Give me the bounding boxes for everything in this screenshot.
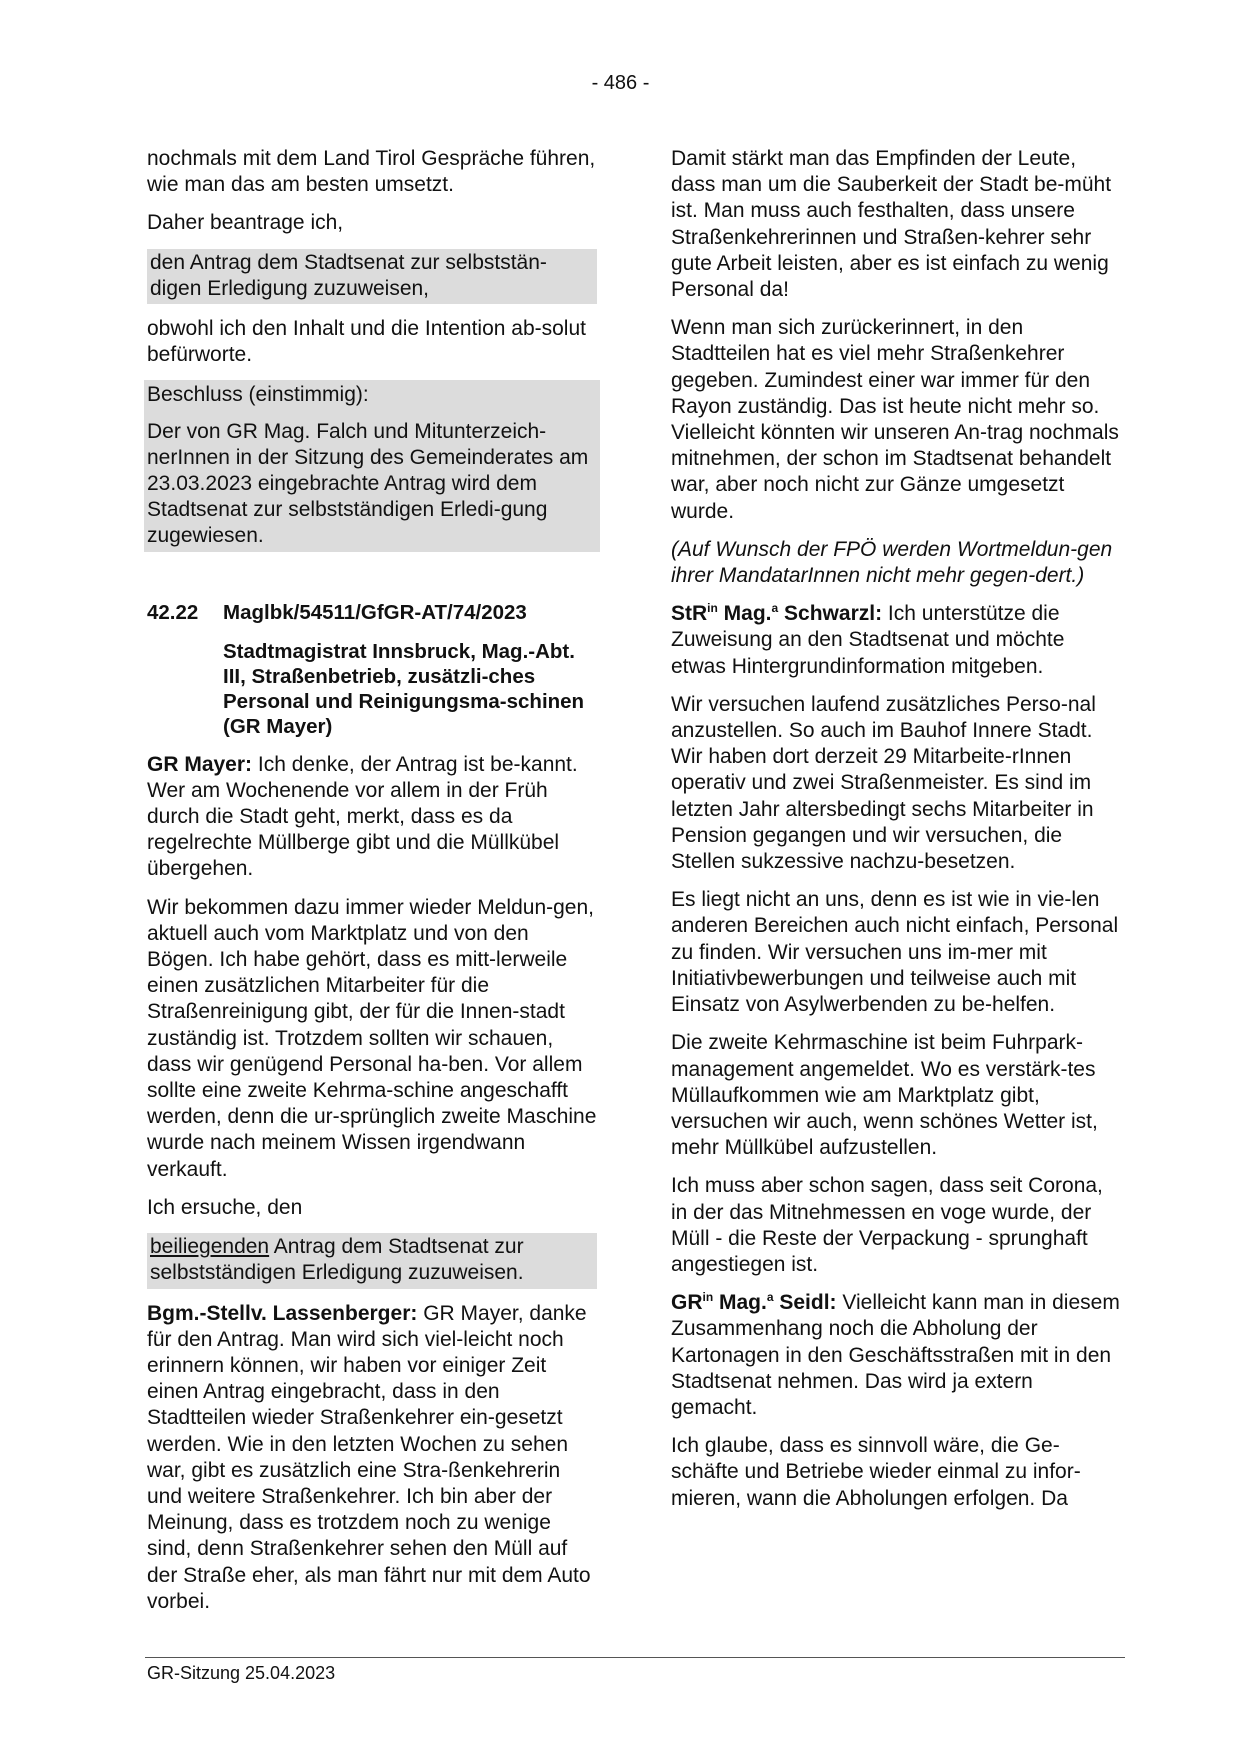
agenda-subject: Stadtmagistrat Innsbruck, Mag.-Abt. III, Straßenbetrieb, zusätzli-ches Personal und Reinigungsma-schinen (GR Mayer) [223, 639, 585, 738]
paragraph: Ich muss aber schon sagen, dass seit Corona, in der das Mitnehmessen en voge wurde, der Müll - die Reste der Verpackung - sprunghaft angestiegen ist. [671, 1174, 1103, 1276]
speaker-name: $GR^{in}$ Mag.$^a$ Seidl: [671, 1290, 837, 1315]
motion-highlight: beiliegenden Antrag dem Stadtsenat zur selbstständigen Erledigung zuzuweisen. [147, 1233, 597, 1288]
paragraph: Wir bekommen dazu immer wieder Meldun-gen, aktuell auch vom Marktplatz und von den Bögen. Ich habe gehört, dass es mitt-lerweile einen zusätzlichen Mitarbeiter für die Straßenreinigung gibt, der für die Innen-stadt zuständig ist. Trotzdem sollten wir schauen, dass wir genügend Personal ha-ben. Vor allem sollte eine zweite Kehrma-schine angeschafft werden, denn die ur-sprünglich zweite Maschine wurde nach meinem Wissen irgendwann verkauft. [147, 895, 597, 1181]
paragraph: nochmals mit dem Land Tirol Gespräche führen, wie man das am besten umsetzt. [147, 147, 596, 197]
paragraph: Ich glaube, dass es sinnvoll wäre, die Ge-schäfte und Betriebe wieder einmal zu infor-mieren, wann die Abholungen erfolgen. Da [671, 1434, 1081, 1510]
speech-mayer: GR Mayer: Ich denke, der Antrag ist be-kannt. Wer am Wochenende vor allem in der Früh durch die Stadt geht, merkt, dass es da regelrechte Müllberge gibt und die Müllkübel übergehen. [147, 752, 578, 881]
paragraph: Es liegt nicht an uns, denn es ist wie in vie-len anderen Bereichen auch nicht einfach, Personal zu finden. Wir versuchen uns im-mer mit Initiativbewerbungen und teilweise auch mit Einsatz von Asylwerbenden zu be-helfen. [671, 888, 1119, 1017]
resolution-title: Beschluss (einstimmig): [147, 383, 369, 407]
left-column [147, 146, 597, 1627]
agenda-item-heading [147, 600, 597, 739]
footer-divider [145, 1657, 1125, 1658]
paragraph: obwohl ich den Inhalt und die Intention ab-solut befürworte. [147, 317, 586, 367]
paragraph: Wenn man sich zurückerinnert, in den Stadtteilen hat es viel mehr Straßenkehrer gegeben. Zumindest einer war immer für den Rayon zuständig. Das ist heute nicht mehr so. Vielleicht könnten wir unseren An-trag nochmals mitnehmen, der schon im Stadtsenat behandelt war, aber noch nicht zur Gänze umgesetzt wurde. [671, 316, 1119, 523]
speech-seidl: $GR^{in}$ Mag.$^a$ Seidl: Vielleicht kann man in diesem Zusammenhang noch die Abholung der Kartonagen in den Geschäftsstraßen mit in den Stadtsenat nehmen. Das wird ja extern gemacht. [671, 1290, 1120, 1419]
paragraph: Daher beantrage ich, [147, 211, 344, 235]
speaker-name: StR$^{in}$ Mag.$^a$ Schwarzl: [671, 601, 883, 626]
motion-highlight: den Antrag dem Stadtsenat zur selbststän-digen Erledigung zuzuweisen, [147, 249, 597, 304]
page-number: - 486 - [591, 72, 650, 94]
paragraph: Damit stärkt man das Empfinden der Leute, dass man um die Sauberkeit der Stadt be-müht ist. Man muss auch festhalten, dass unsere Straßenkehrerinnen und Straßen-kehrer sehr gute Arbeit leisten, aber es ist einfach zu wenig Personal da! [671, 147, 1112, 302]
speech-lassenberger: Bgm.-Stellv. Lassenberger: GR Mayer, danke für den Antrag. Man wird sich viel-leicht noch erinnern können, wir haben vor einiger Zeit einen Antrag eingebracht, dass in den Stadtteilen wieder Straßenkehrer ein-gesetzt werden. Wie in den letzten Wochen zu sehen war, gibt es zusätzlich eine Stra-ßenkehrerin und weitere Straßenkehrer. Ich bin aber der Meinung, dass es trotzdem noch zu wenige sind, denn Straßenkehrer sehen den Müll auf der Straße eher, als man fährt nur mit dem Auto vorbei. [147, 1301, 591, 1613]
resolution-text: Der von GR Mag. Falch und Mitunterzeich-nerInnen in der Sitzung des Gemeinderates am 23.03.2023 eingebrachte Antrag wird dem Stadtsenat zur selbstständigen Erledi-gung zugewiesen. [147, 419, 589, 548]
speaker-name: GR Mayer: [147, 752, 253, 776]
paragraph: Die zweite Kehrmaschine ist beim Fuhrpark-management angemeldet. Wo es verstärk-tes Müllaufkommen wie am Marktplatz gibt, versuchen wir auch, wenn schönes Wetter ist, mehr Müllkübel aufzustellen. [671, 1031, 1098, 1160]
resolution-block [144, 380, 600, 551]
right-column [671, 146, 1121, 1524]
agenda-number: 42.22 [147, 600, 199, 624]
paragraph: Wir versuchen laufend zusätzliches Perso-nal anzustellen. So auch im Bauhof Innere Stadt. Wir haben dort derzeit 29 Mitarbeite-rInnen operativ und zwei Straßenmeister. Es sind im letzten Jahr altersbedingt sechs Mitarbeiter in Pension gegangen und wir versuchen, die Stellen sukzessive nachzu-besetzen. [671, 692, 1096, 874]
paragraph: Ich ersuche, den [147, 1195, 303, 1219]
footer-text: GR-Sitzung 25.04.2023 [147, 1663, 336, 1683]
agenda-reference: Maglbk/54511/GfGR-AT/74/2023 [223, 600, 527, 624]
italic-note: (Auf Wunsch der FPÖ werden Wortmeldun-gen ihrer MandatarInnen nicht mehr gegen-dert.) [671, 537, 1113, 588]
speaker-name: Bgm.-Stellv. Lassenberger: [147, 1301, 418, 1325]
speech-schwarzl: StR$^{in}$ Mag.$^a$ Schwarzl: Ich unterstütze die Zuweisung an den Stadtsenat und möchte etwas Hintergrundinformation mitgeben. [671, 601, 1065, 678]
